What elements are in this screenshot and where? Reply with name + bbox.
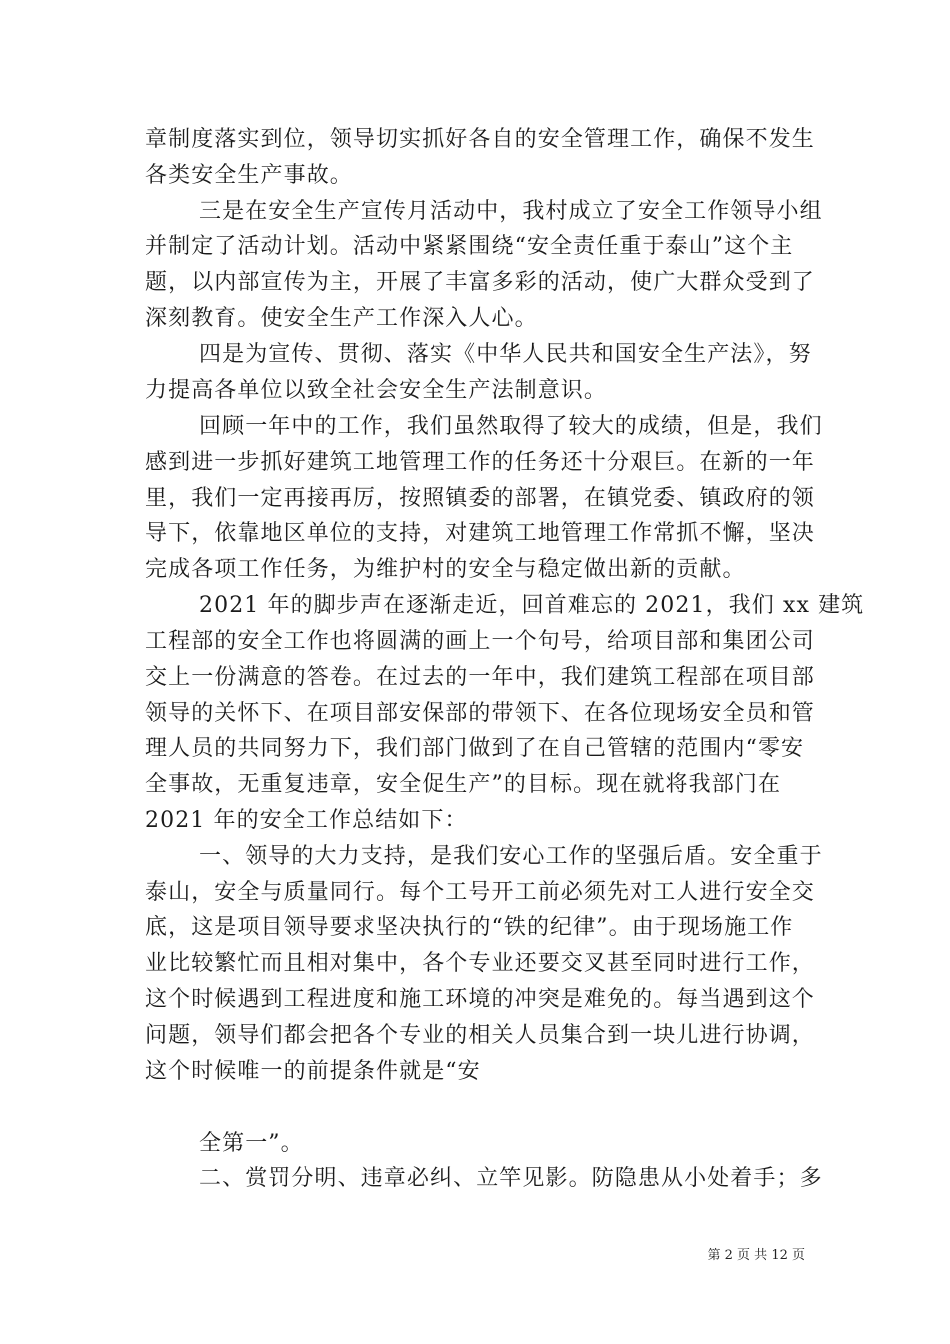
text-line: 深刻教育。使安全生产工作深入人心。	[145, 306, 538, 331]
text-line: 全事故，无重复违章，安全促生产”的目标。现在就将我部门在	[145, 772, 782, 797]
text-line: 章制度落实到位，领导切实抓好各自的安全管理工作，确保不发生	[145, 127, 815, 152]
text-line: 这个时候唯一的前提条件就是“安	[145, 1059, 481, 1084]
text-line: 2021 年的安全工作总结如下：	[145, 808, 468, 833]
text-line: 业比较繁忙而且相对集中，各个专业还要交叉甚至同时进行工作，	[145, 951, 815, 976]
text-line: 2021 年的脚步声在逐渐走近，回首难忘的 2021，我们 xx 建筑	[199, 593, 865, 618]
text-line: 交上一份满意的答卷。在过去的一年中，我们建筑工程部在项目部	[145, 665, 815, 690]
text-line: 一、领导的大力支持，是我们安心工作的坚强后盾。安全重于	[199, 844, 823, 869]
text-line: 里，我们一定再接再厉，按照镇委的部署，在镇党委、镇政府的领	[145, 486, 815, 511]
text-line: 感到进一步抓好建筑工地管理工作的任务还十分艰巨。在新的一年	[145, 450, 815, 475]
text-line: 底，这是项目领导要求坚决执行的“铁的纪律”。由于现场施工作	[145, 915, 794, 940]
text-line: 问题，领导们都会把各个专业的相关人员集合到一块儿进行协调，	[145, 1023, 815, 1048]
text-line: 力提高各单位以致全社会安全生产法制意识。	[145, 378, 608, 403]
text-line: 理人员的共同努力下，我们部门做到了在自己管辖的范围内“零安	[145, 736, 805, 761]
text-line: 这个时候遇到工程进度和施工环境的冲突是难免的。每当遇到这个	[145, 987, 815, 1012]
text-line: 题，以内部宣传为主，开展了丰富多彩的活动，使广大群众受到了	[145, 270, 815, 295]
text-line: 回顾一年中的工作，我们虽然取得了较大的成绩，但是，我们	[199, 414, 823, 439]
text-line: 导下，依靠地区单位的支持，对建筑工地管理工作常抓不懈，坚决	[145, 521, 815, 546]
text-line: 全第一”。	[199, 1131, 304, 1156]
page-number: 第 2 页 共 12 页	[707, 1248, 805, 1263]
text-line: 领导的关怀下、在项目部安保部的带领下、在各位现场安全员和管	[145, 701, 815, 726]
text-line: 二、赏罚分明、违章必纠、立竿见影。防隐患从小处着手；多	[199, 1166, 823, 1191]
text-line: 泰山，安全与质量同行。每个工号开工前必须先对工人进行安全交	[145, 880, 815, 905]
text-line: 四是为宣传、贯彻、落实《中华人民共和国安全生产法》，努	[199, 342, 812, 367]
text-line: 并制定了活动计划。活动中紧紧围绕“安全责任重于泰山”这个主	[145, 234, 794, 259]
text-line: 工程部的安全工作也将圆满的画上一个句号，给项目部和集团公司	[145, 629, 815, 654]
text-line: 完成各项工作任务，为维护村的安全与稳定做出新的贡献。	[145, 557, 746, 582]
text-line: 三是在安全生产宣传月活动中，我村成立了安全工作领导小组	[199, 199, 823, 224]
text-line: 各类安全生产事故。	[145, 163, 353, 188]
